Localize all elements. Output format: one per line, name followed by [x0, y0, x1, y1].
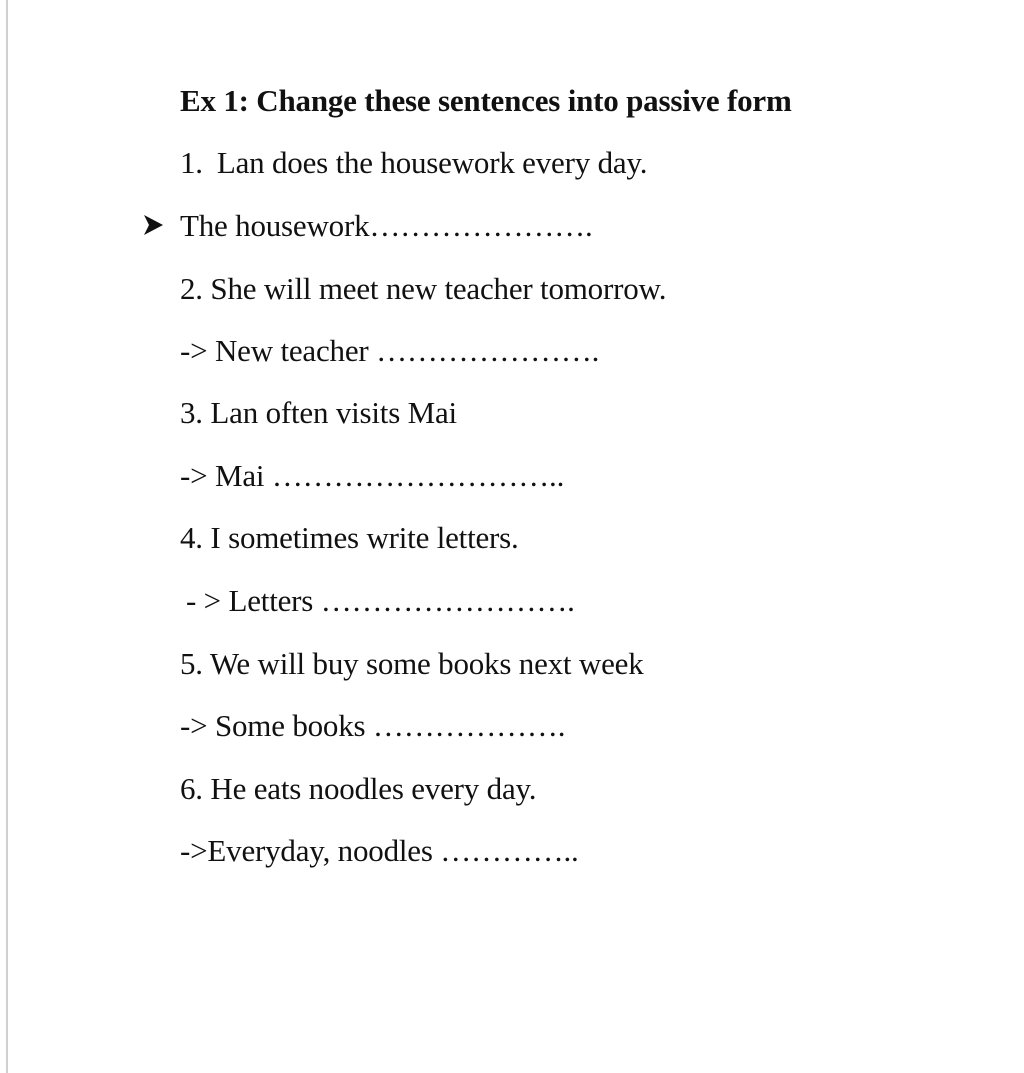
item-6-number: 6. — [180, 771, 203, 806]
item-4-number: 4. — [180, 520, 203, 555]
item-1-number: 1. — [180, 145, 203, 180]
item-5-number: 5. — [180, 646, 203, 681]
item-3-text: Lan often visits Mai — [210, 395, 457, 430]
item-2-answer: -> New teacher …………………. — [180, 333, 600, 368]
item-2-number: 2. — [180, 271, 203, 306]
item-2-text: She will meet new teacher tomorrow. — [210, 271, 667, 306]
item-1-text: Lan does the housework every day. — [216, 145, 648, 180]
item-4-text: I sometimes write letters. — [210, 520, 519, 555]
item-2-sentence — [180, 270, 666, 308]
item-5-sentence — [180, 645, 644, 683]
item-6-answer: ->Everyday, noodles ………….. — [180, 833, 579, 868]
item-1-answer: The housework…………………. — [180, 208, 593, 243]
item-4-sentence — [180, 519, 519, 557]
arrowhead-bullet-icon — [143, 212, 165, 238]
item-6-text: He eats noodles every day. — [210, 771, 537, 806]
item-4-answer: - > Letters ……………………. — [186, 583, 575, 618]
item-3-answer: -> Mai ……………………….. — [180, 458, 565, 493]
item-1-sentence — [180, 144, 647, 182]
item-5-answer: -> Some books ………………. — [180, 708, 566, 743]
item-5-text: We will buy some books next week — [209, 646, 644, 681]
item-3-number: 3. — [180, 395, 203, 430]
item-6-sentence — [180, 770, 536, 808]
item-3-sentence — [180, 394, 457, 432]
exercise-title: Ex 1: Change these sentences into passive form — [180, 83, 792, 118]
